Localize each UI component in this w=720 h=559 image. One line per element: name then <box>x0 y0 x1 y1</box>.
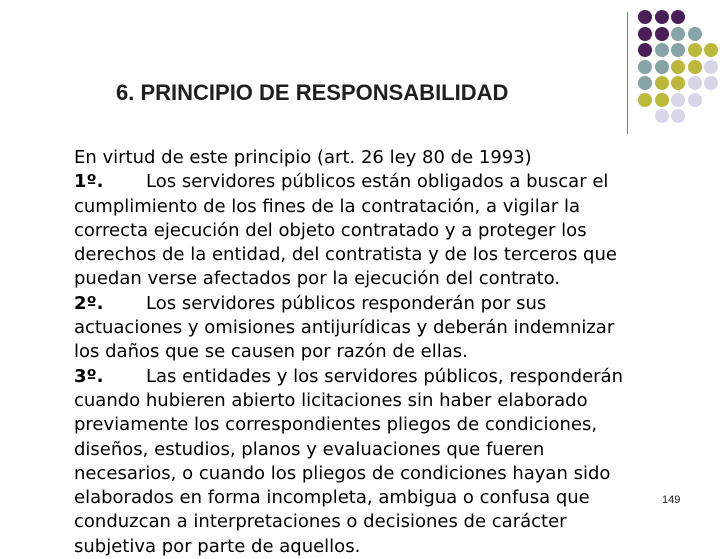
item-1-line: cumplimiento de los fines de la contratación, a vigilar la <box>74 195 580 217</box>
title-divider-line <box>627 12 628 134</box>
decorative-dot <box>671 93 685 107</box>
decorative-dot <box>671 60 685 74</box>
decorative-dot <box>671 43 685 57</box>
decorative-dot <box>704 43 718 57</box>
decorative-dot <box>638 60 652 74</box>
item-3-line: cuando hubieren abierto licitaciones sin haber elaborado <box>74 389 588 411</box>
intro-line: En virtud de este principio (art. 26 ley 80 de 1993) <box>74 147 532 168</box>
decorative-dot <box>638 27 652 41</box>
decorative-dot <box>638 43 652 57</box>
decorative-dot <box>688 93 702 107</box>
decorative-dot <box>671 27 685 41</box>
decorative-dot <box>704 76 718 90</box>
decorative-dot <box>704 60 718 74</box>
decorative-dot <box>688 60 702 74</box>
item-3-line: previamente los correspondientes pliegos de condiciones, <box>74 414 598 436</box>
decorative-dot-grid <box>638 10 720 140</box>
decorative-dot <box>638 93 652 107</box>
decorative-dot <box>655 10 669 24</box>
item-2-line: actuaciones y omisiones antijurídicas y deberán indemnizar <box>74 317 615 339</box>
item-1-text: Los servidores públicos están obligados a buscar el <box>146 171 609 193</box>
decorative-dot <box>638 10 652 24</box>
body-text <box>74 146 649 559</box>
decorative-dot <box>655 27 669 41</box>
decorative-dot <box>671 76 685 90</box>
decorative-dot <box>688 43 702 57</box>
page-number: 149 <box>662 494 681 506</box>
slide-title: 6. PRINCIPIO DE RESPONSABILIDAD <box>116 80 509 105</box>
item-1-number: 1º. <box>74 171 104 193</box>
item-3-line: diseños, estudios, planos y evaluaciones que fueren <box>74 438 545 460</box>
decorative-dot <box>671 109 685 123</box>
item-1-first-line <box>74 170 649 194</box>
decorative-dot <box>671 10 685 24</box>
decorative-dot <box>655 109 669 123</box>
decorative-dot <box>688 27 702 41</box>
item-1-line: correcta ejecución del objeto contratado y a proteger los <box>74 219 587 241</box>
item-3-line: elaborados en forma incompleta, ambigua o confusa que <box>74 487 590 509</box>
item-2-number: 2º. <box>74 292 104 314</box>
item-3-number: 3º. <box>74 365 104 387</box>
item-2-line: los daños que se causen por razón de ellas. <box>74 341 468 363</box>
item-1-line: puedan verse afectados por la ejecución del contrato. <box>74 268 561 290</box>
item-3-line: conduzcan a interpretaciones o decisiones de carácter <box>74 511 567 533</box>
decorative-dot <box>688 76 702 90</box>
item-3-text: Las entidades y los servidores públicos, responderán <box>146 365 623 387</box>
item-3-line: necesarios, o cuando los pliegos de condiciones hayan sido <box>74 462 611 484</box>
decorative-dot <box>638 76 652 90</box>
item-3-first-line <box>74 365 649 389</box>
decorative-dot <box>655 76 669 90</box>
decorative-dot <box>655 93 669 107</box>
item-1-line: derechos de la entidad, del contratista y de los terceros que <box>74 244 617 266</box>
item-2-text: Los servidores públicos responderán por sus <box>146 292 547 314</box>
decorative-dot <box>655 43 669 57</box>
item-2-first-line <box>74 292 649 316</box>
decorative-dot <box>655 60 669 74</box>
item-3-line: subjetiva por parte de aquellos. <box>74 535 361 557</box>
